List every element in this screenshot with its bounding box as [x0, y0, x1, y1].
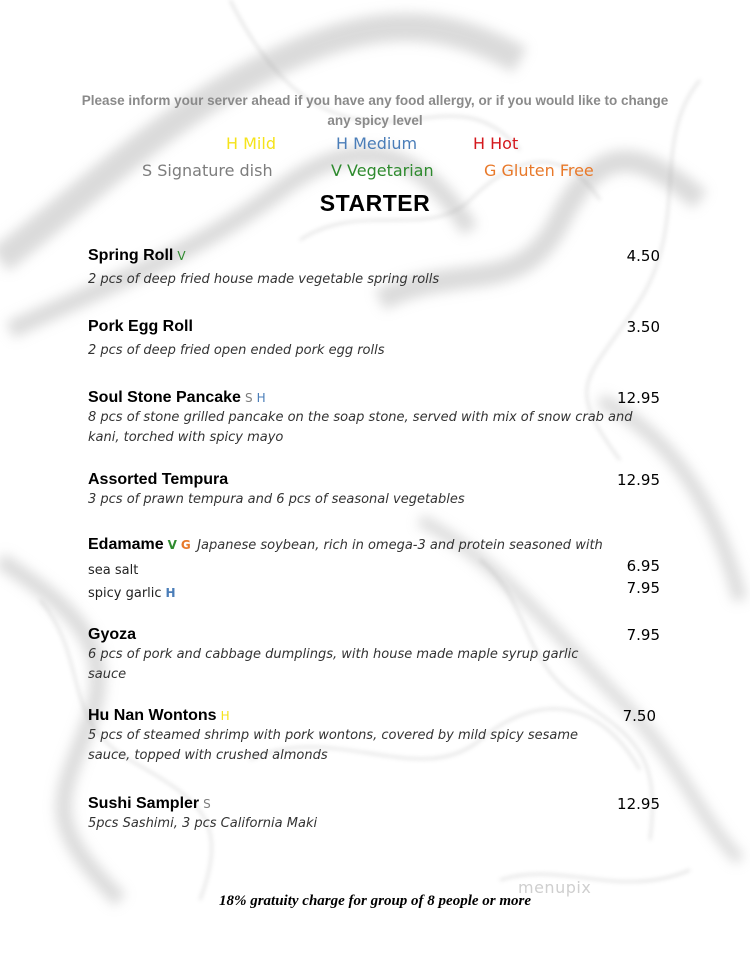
tag-medium-spicy: H [256, 391, 266, 405]
legend-vegetarian: V Vegetarian [331, 161, 434, 180]
menu-item-spring-roll [88, 246, 668, 290]
allergy-notice: Please inform your server ahead if you have any food allergy, or if you would like to change any spicy level [81, 93, 669, 128]
item-price: 4.50 [626, 247, 660, 265]
option-price: 7.95 [626, 579, 660, 597]
option-sea-salt: sea salt [88, 563, 139, 578]
menu-item-soul-stone-pancake [88, 388, 668, 448]
item-name: Hu Nan Wontons H [88, 707, 230, 724]
option-spicy-garlic: spicy garlic H [88, 586, 176, 601]
tag-vegetarian: V [177, 249, 186, 263]
tag-gluten-free: G [180, 538, 191, 552]
tag-vegetarian: V [167, 538, 177, 552]
item-price: 12.95 [617, 389, 660, 407]
item-description: 5 pcs of steamed shrimp with pork wontons, covered by mild spicy sesame sauce, topped with crushed almonds [88, 728, 578, 763]
item-name: Soul Stone Pancake S H [88, 389, 266, 406]
legend-medium: H Medium [336, 134, 418, 153]
item-header [88, 535, 648, 556]
item-description: 6 pcs of pork and cabbage dumplings, with house made maple syrup garlic sauce [88, 647, 579, 682]
menu-item-sushi-sampler [88, 794, 668, 834]
tag-signature: S [244, 391, 253, 405]
item-description: 2 pcs of deep fried open ended pork egg rolls [88, 343, 385, 358]
item-name: Sushi Sampler S [88, 795, 211, 812]
legend-hot: H Hot [473, 134, 519, 153]
gratuity-footer: 18% gratuity charge for group of 8 people or more [218, 893, 532, 909]
item-name: Spring Roll V [88, 247, 186, 264]
item-price: 12.95 [617, 795, 660, 813]
menu-item-pork-egg-roll [88, 317, 668, 361]
item-name: Pork Egg Roll [88, 318, 193, 335]
legend-gluten-free: G Gluten Free [484, 161, 594, 180]
menu-item-edamame [88, 535, 668, 604]
option-price: 6.95 [626, 557, 660, 575]
item-price: 7.50 [622, 707, 656, 725]
item-price: 3.50 [626, 318, 660, 336]
item-description: 3 pcs of prawn tempura and 6 pcs of seasonal vegetables [88, 492, 465, 507]
menupix-watermark: menupix [518, 878, 592, 897]
item-name: Edamame [88, 536, 164, 553]
menu-item-gyoza [88, 625, 668, 685]
menu-item-assorted-tempura [88, 470, 668, 510]
tag-medium-spicy: H [165, 586, 176, 600]
legend-mild: H Mild [226, 134, 276, 153]
tag-mild-spicy: H [220, 709, 230, 723]
menu-item-hu-nan-wontons [88, 706, 668, 766]
item-description: 8 pcs of stone grilled pancake on the soap stone, served with mix of snow crab and kani, torched with spicy mayo [88, 410, 633, 445]
item-description: Japanese soybean, rich in omega-3 and protein seasoned with [197, 538, 603, 553]
item-description: 5pcs Sashimi, 3 pcs California Maki [88, 816, 318, 831]
item-price: 12.95 [617, 471, 660, 489]
tag-signature: S [203, 797, 211, 811]
legend-signature: S Signature dish [142, 161, 273, 180]
section-title: STARTER [319, 190, 431, 216]
item-name: Assorted Tempura [88, 471, 229, 488]
item-description: 2 pcs of deep fried house made vegetable spring rolls [88, 272, 440, 287]
item-price: 7.95 [626, 626, 660, 644]
item-name: Gyoza [88, 626, 137, 643]
